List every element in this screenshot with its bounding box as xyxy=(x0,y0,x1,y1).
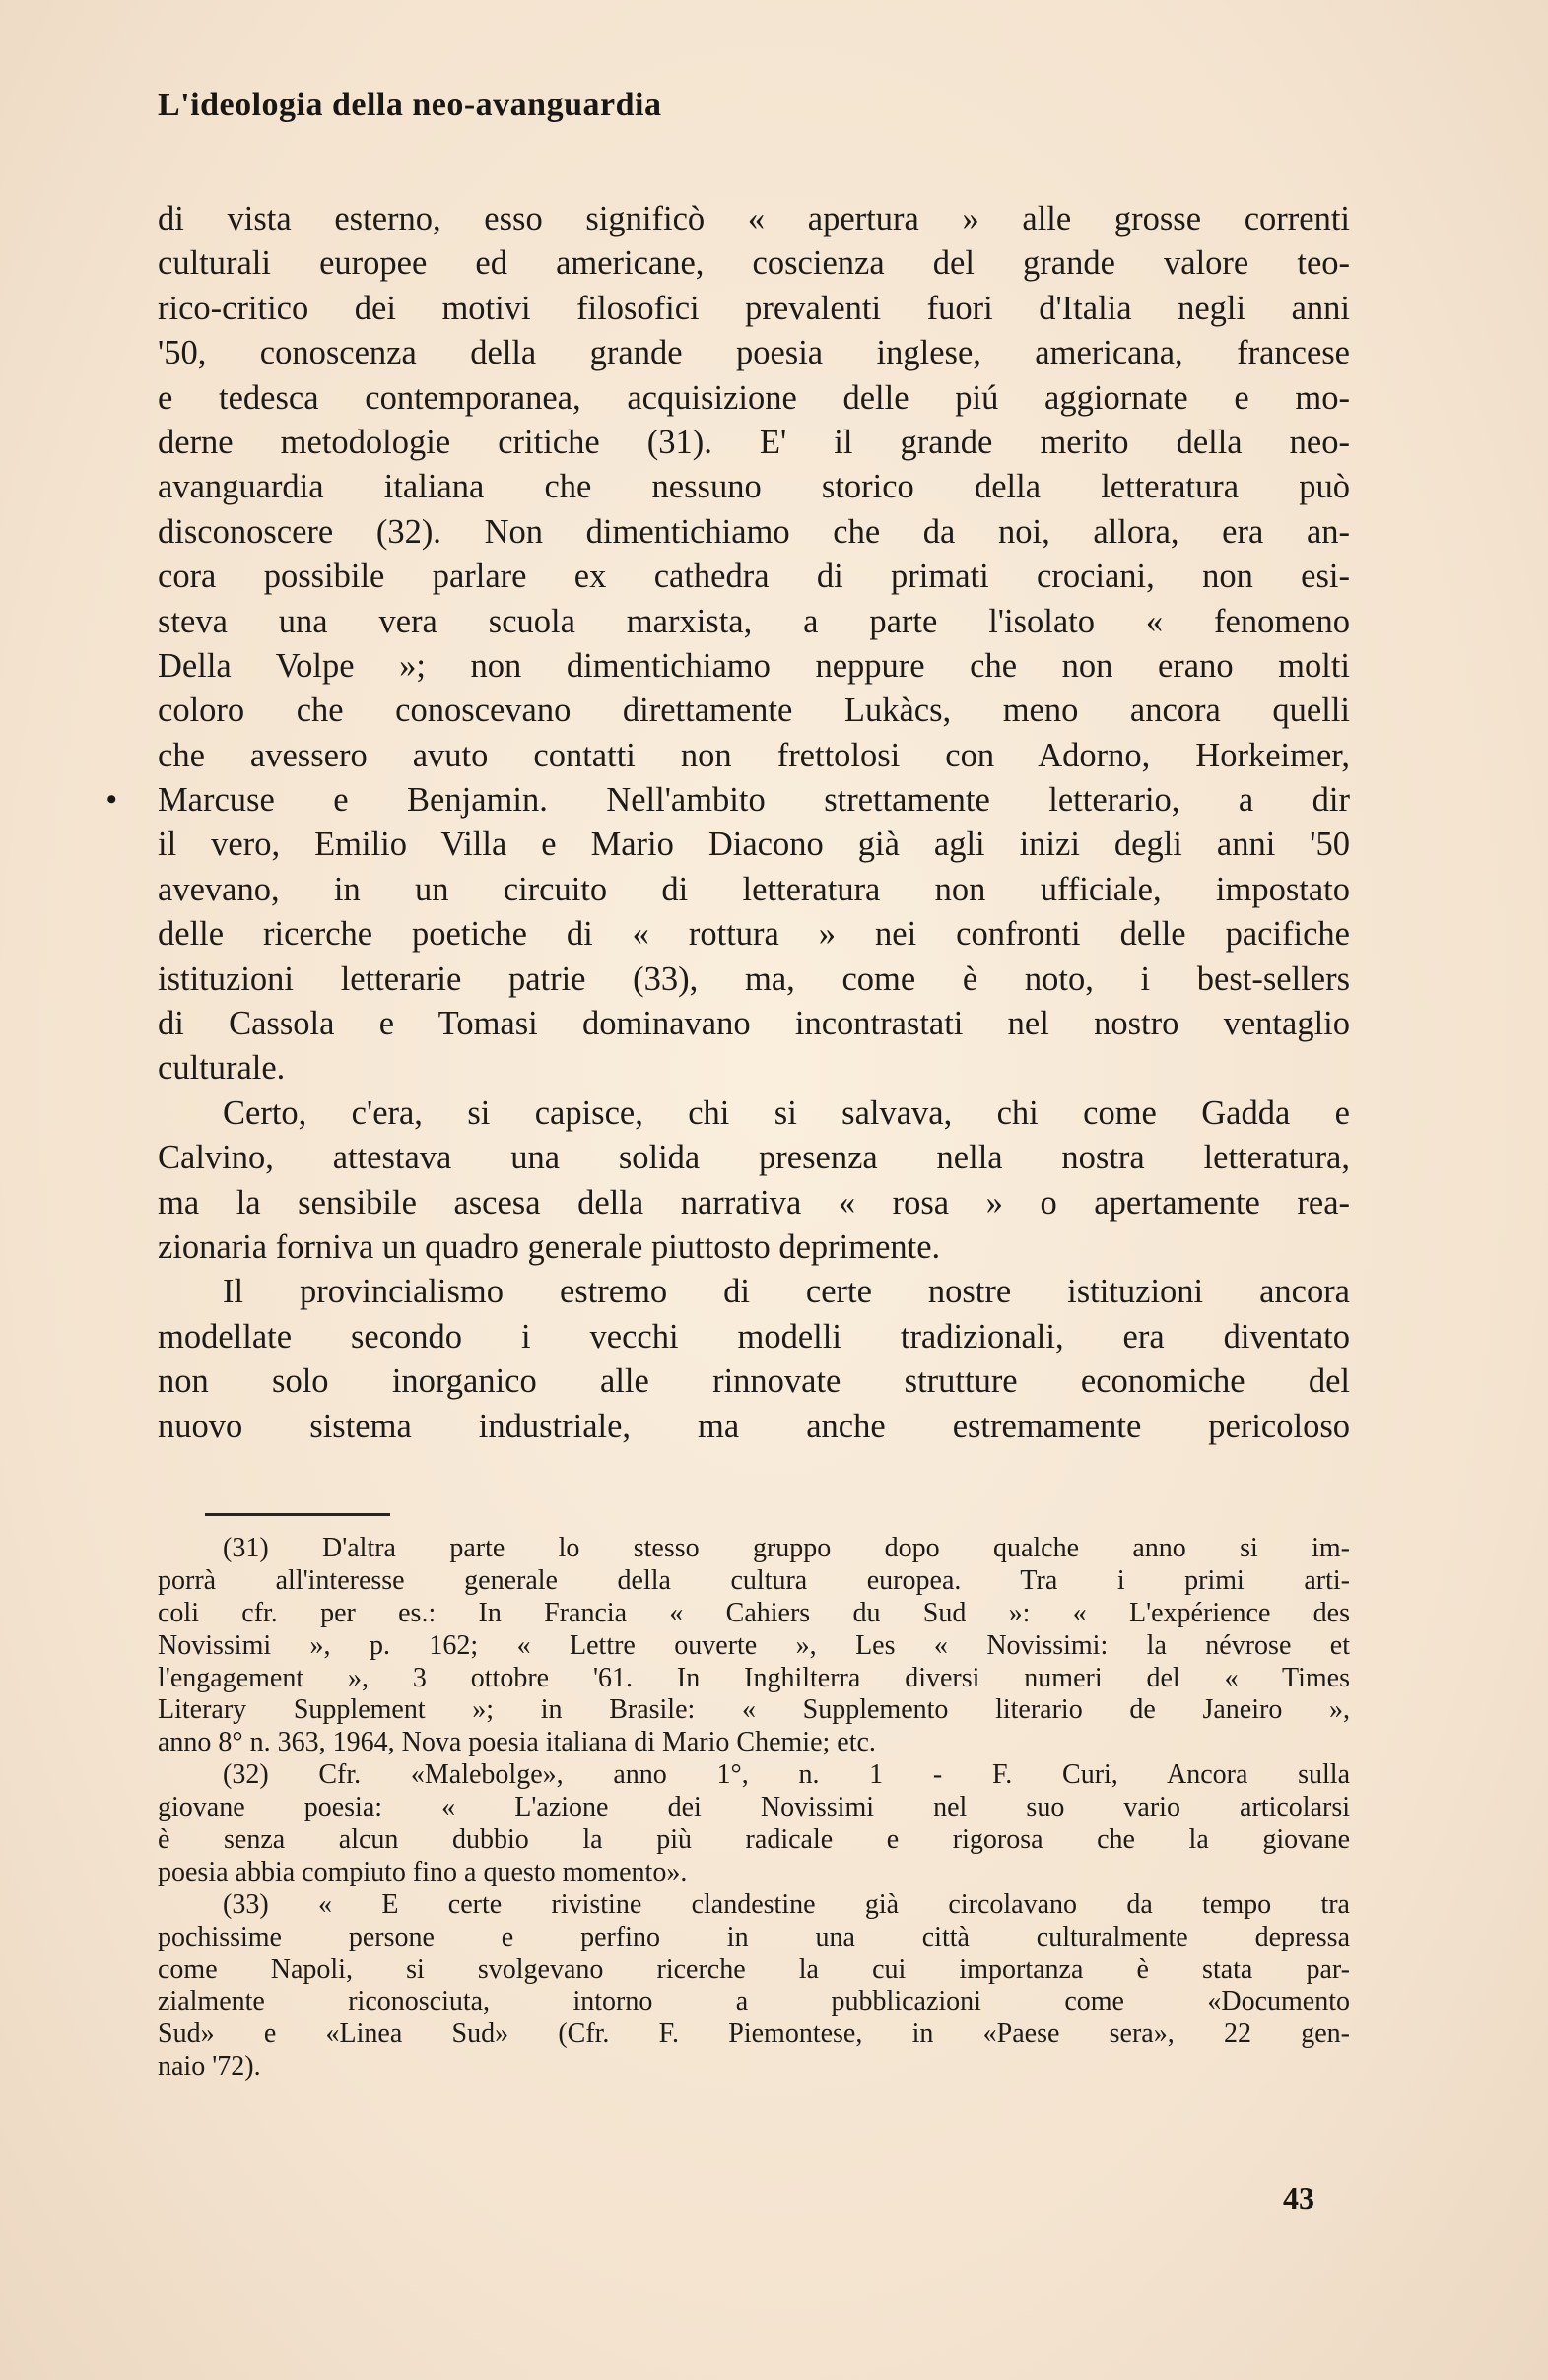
text-line: '50, conoscenza della grande poesia inglese, americana, francese xyxy=(158,334,1350,372)
text-line: di vista esterno, esso significò « apertura » alle grosse correnti xyxy=(158,200,1350,237)
text-line: zionaria forniva un quadro generale piuttosto deprimente. xyxy=(158,1227,941,1266)
text-line: Il provincialismo estremo di certe nostre istituzioni ancora xyxy=(223,1273,1350,1311)
text-line: avevano, in un circuito di letteratura non ufficiale, impostato xyxy=(158,870,1350,908)
text-line: Della Volpe »; non dimentichiamo neppure che non erano molti xyxy=(158,646,1350,685)
text-line: disconoscere (32). Non dimentichiamo che da noi, allora, era an- xyxy=(158,512,1350,551)
text-line: rico-critico dei motivi filosofici prevalenti fuori d'Italia negli anni xyxy=(158,289,1350,327)
text-line: coloro che conoscevano direttamente Lukàcs, meno ancora quelli xyxy=(158,692,1350,730)
text-line: Marcuse e Benjamin. Nell'ambito strettamente letterario, a dir xyxy=(158,781,1350,820)
footnote-line: l'engagement », 3 ottobre '61. In Inghilterra diversi numeri del « Times xyxy=(158,1662,1350,1693)
text-line: avanguardia italiana che nessuno storico della letteratura può xyxy=(158,468,1350,506)
text-line: culturale. xyxy=(158,1049,286,1088)
text-line: istituzioni letterarie patrie (33), ma, come è noto, i best-sellers xyxy=(158,959,1350,998)
footnote-line: (32) Cfr. «Malebolge», anno 1°, n. 1 - F. Curi, Ancora sulla xyxy=(223,1759,1350,1791)
footnote-line: Literary Supplement »; in Brasile: « Supplemento literario de Janeiro », xyxy=(158,1694,1350,1726)
text-line: modellate secondo i vecchi modelli tradizionali, era diventato xyxy=(158,1317,1350,1355)
text-line: derne metodologie critiche (31). E' il grande merito della neo- xyxy=(158,423,1350,461)
text-line: delle ricerche poetiche di « rottura » nei confronti delle pacifiche xyxy=(158,915,1350,954)
text-line: di Cassola e Tomasi dominavano incontrastati nel nostro ventaglio xyxy=(158,1005,1350,1043)
footnote-line: anno 8° n. 363, 1964, Nova poesia italiana di Mario Chemie; etc. xyxy=(158,1727,876,1758)
footnote-line: pochissime persone e perfino in una città culturalmente depressa xyxy=(158,1921,1350,1952)
text-line: steva una vera scuola marxista, a parte l'isolato « fenomeno xyxy=(158,602,1350,640)
text-line: e tedesca contemporanea, acquisizione delle piú aggiornate e mo- xyxy=(158,378,1350,417)
main-text xyxy=(158,197,1350,1449)
footnote-line: coli cfr. per es.: In Francia « Cahiers du Sud »: « L'expérience des xyxy=(158,1597,1350,1628)
footnote-line: (31) D'altra parte lo stesso gruppo dopo qualche anno si im- xyxy=(223,1533,1350,1563)
text-line: il vero, Emilio Villa e Mario Diacono già agli inizi degli anni '50 xyxy=(158,826,1350,864)
footnote-line: Sud» e «Linea Sud» (Cfr. F. Piemontese, in «Paese sera», 22 gen- xyxy=(158,2018,1350,2050)
text-line: cora possibile parlare ex cathedra di primati crociani, non esi- xyxy=(158,558,1350,596)
footnote-line: zialmente riconosciuta, intorno a pubblicazioni come «Documento xyxy=(158,1986,1350,2017)
footnote-line: è senza alcun dubbio la più radicale e rigorosa che la giovane xyxy=(158,1824,1350,1856)
text-line: Certo, c'era, si capisce, chi si salvava, chi come Gadda e xyxy=(223,1093,1350,1132)
text-line: non solo inorganico alle rinnovate strutture economiche del xyxy=(158,1362,1350,1401)
page-number: 43 xyxy=(1283,2180,1314,2215)
footnotes xyxy=(158,1533,1350,2083)
footnote-line: poesia abbia compiuto fino a questo momento». xyxy=(158,1856,688,1887)
running-header: L'ideologia della neo-avanguardia xyxy=(158,87,662,123)
footnote-divider xyxy=(205,1513,390,1516)
text-line: culturali europee ed americane, coscienza del grande valore teo- xyxy=(158,244,1350,283)
footnote-line: (33) « E certe rivistine clandestine già circolavano da tempo tra xyxy=(223,1888,1350,1920)
text-line: ma la sensibile ascesa della narrativa « rosa » o apertamente rea- xyxy=(158,1183,1350,1222)
footnote-line: giovane poesia: « L'azione dei Novissimi nel suo vario articolarsi xyxy=(158,1792,1350,1823)
text-line: nuovo sistema industriale, ma anche estremamente pericoloso xyxy=(158,1407,1350,1445)
text-line: che avessero avuto contatti non frettolosi con Adorno, Horkeimer, xyxy=(158,736,1350,774)
text-line: Calvino, attestava una solida presenza nella nostra letteratura, xyxy=(158,1139,1350,1177)
margin-dot: • xyxy=(106,783,117,816)
footnote-line: porrà all'interesse generale della cultura europea. Tra i primi arti- xyxy=(158,1564,1350,1596)
footnote-line: come Napoli, si svolgevano ricerche la cui importanza è stata par- xyxy=(158,1953,1350,1985)
footnote-line: naio '72). xyxy=(158,2051,261,2082)
footnote-line: Novissimi », p. 162; « Lettre ouverte », Les « Novissimi: la névrose et xyxy=(158,1629,1350,1661)
